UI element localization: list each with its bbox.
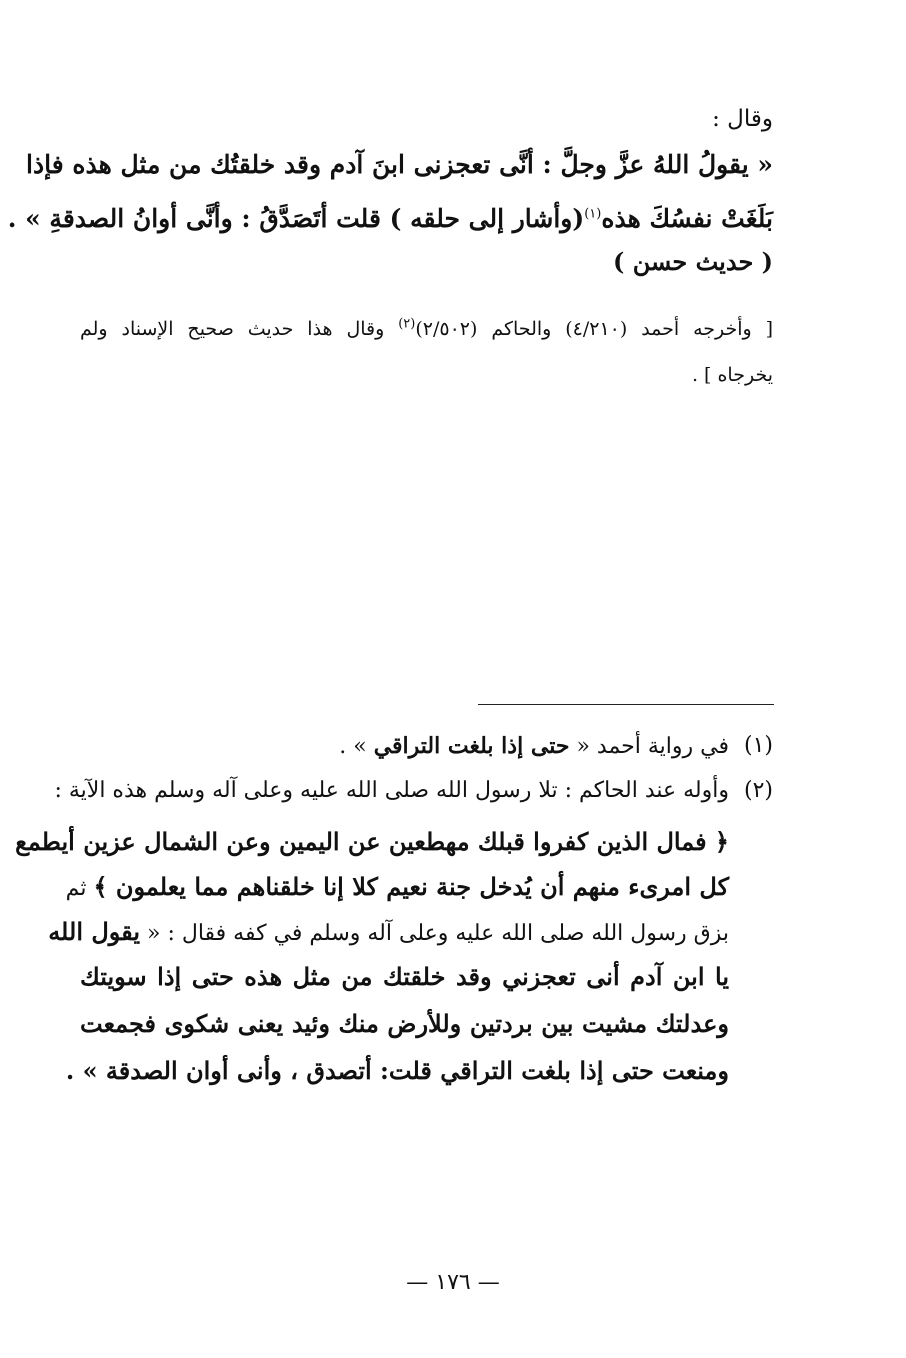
footnote-divider xyxy=(478,704,774,705)
footnote-2-line-3-end: ثم xyxy=(65,876,94,901)
footnote-marker-2: (٢) xyxy=(398,316,416,332)
footnote-1 xyxy=(339,733,729,760)
reference-line-1-end: وقال هذا حديث صحيح الإسناد ولم xyxy=(80,318,399,340)
hadith-line-2-start: بَلَغَتْ نفسُكَ هذه xyxy=(601,204,773,233)
page-number: — ١٧٦ — xyxy=(406,1270,500,1295)
footnote-2-line-4-end: يقول الله xyxy=(48,917,140,946)
reference-line-1 xyxy=(80,318,773,341)
footnote-2-line-4 xyxy=(48,917,729,947)
footnote-1-end: » . xyxy=(339,734,374,759)
footnote-2-line-5: يا ابن آدم أنى تعجزني وقد خلقتك من مثل هذه حتى إذا سويتك xyxy=(80,962,729,991)
hadith-line-1: « يقولُ اللهُ عزَّ وجلَّ : أنَّى تعجزنى ابنَ آدم وقد خلقتُك من مثل هذه فإذا xyxy=(26,150,773,179)
reference-line-2: يخرجاه ] . xyxy=(691,364,773,386)
footnote-2-line-3 xyxy=(65,872,729,902)
hadith-line-2-end: (وأشار إلى حلقه ) قلت أتَصَدَّقُ : وأنَّى أوانُ الصدقةِ » . xyxy=(7,204,585,233)
footnote-number-1: (١) xyxy=(743,733,773,758)
footnote-1-quote: حتى إذا بلغت التراقي xyxy=(373,733,570,759)
footnote-marker-1: (١) xyxy=(584,206,602,222)
footnote-number-2: (٢) xyxy=(743,778,773,803)
footnote-1-start: في رواية أحمد « xyxy=(569,734,729,759)
footnote-2-line-4-start: بزق رسول الله صلى الله عليه وعلى آله وسلم في كفه فقال : « xyxy=(140,921,729,946)
footnote-2-line-7: ومنعت حتى إذا بلغت التراقي قلت: أتصدق ، وأنى أوان الصدقة » . xyxy=(65,1056,729,1085)
footnote-2-line-2: ﴿ فمال الذين كفروا قبلك مهطعين عن اليمين وعن الشمال عزين أيطمع xyxy=(15,827,729,856)
reference-line-1-start: [ وأخرجه أحمد (٤/٢١٠) والحاكم (٢/٥٠٢) xyxy=(415,318,773,340)
hadith-line-2 xyxy=(8,204,773,234)
hadith-grade: ( حديث حسن ) xyxy=(613,247,773,276)
footnote-2-line-3-verse: كل امرىء منهم أن يُدخل جنة نعيم كلا إنا خلقناهم مما يعلمون ﴾ xyxy=(93,872,729,901)
footnote-2-line-1: وأوله عند الحاكم : تلا رسول الله صلى الله عليه وعلى آله وسلم هذه الآية : xyxy=(54,778,729,803)
footnote-2-line-6: وعدلتك مشيت بين بردتين وللأرض منك وئيد يعنى شكوى فجمعت xyxy=(80,1009,729,1038)
intro-text: وقال : xyxy=(712,106,773,132)
